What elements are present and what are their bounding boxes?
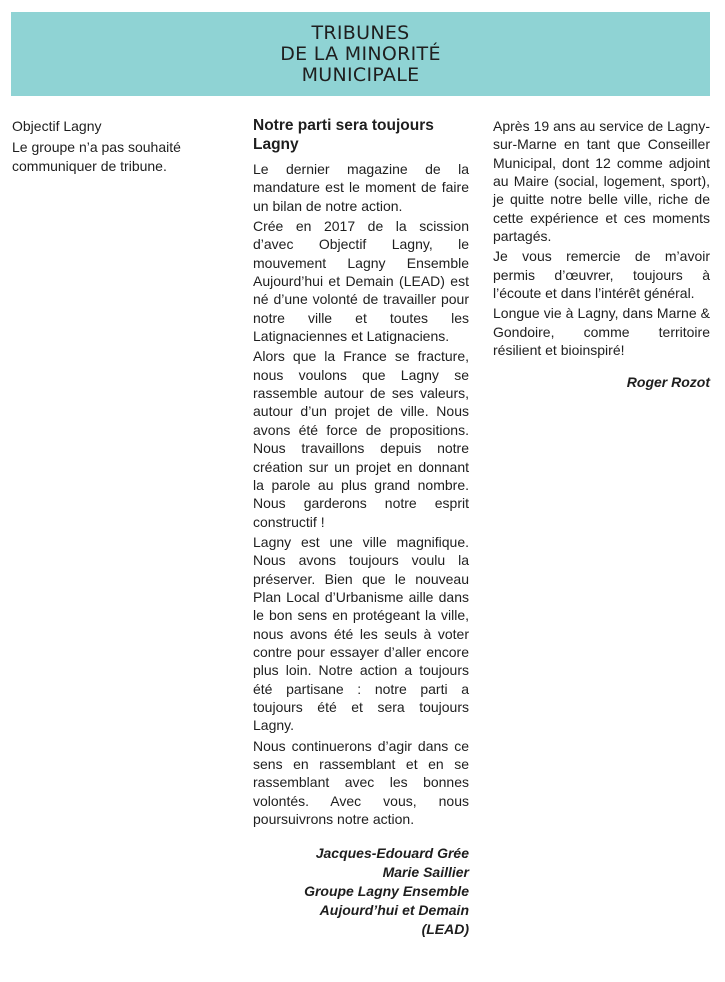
article-paragraph: Alors que la France se fracture, nous voulons que Lagny se rassemble autour de ses valeurs, autour d’un projet de ville. Nous avons été force de propositions. Nous travaillons depuis notre création sur un projet en donnant la parole au plus grand nombre. Nous garderons notre esprit constructif ! [253, 348, 469, 530]
signature-line: Jacques-Edouard Grée [315, 845, 469, 862]
header-title-line-1: TRIBUNES [311, 21, 410, 44]
header-title-line-3: MUNICIPALE [301, 63, 420, 86]
farewell-paragraph: Après 19 ans au service de Lagny-sur-Marne en tant que Conseiller Municipal, dont 12 comme adjoint au Maire (social, logement, sport), je quitte notre belle ville, riche de cette expérience et ces moments partagés. [493, 118, 710, 245]
section-header [11, 12, 710, 96]
group-name: Objectif Lagny [12, 118, 102, 134]
farewell-paragraph: Je vous remercie de m’avoir permis d’œuvrer, toujours à l’écoute et dans l’intérêt général. [493, 248, 710, 302]
signature-line: (LEAD) [421, 921, 469, 938]
signature-line: Groupe Lagny Ensemble [304, 883, 469, 900]
article-paragraph: Lagny est une ville magnifique. Nous avons toujours voulu la préserver. Bien que le nouveau Plan Local d’Urbanisme aille dans le bon sens en protégeant la ville, nous avons été les seuls à voter contre pour essayer d’aller encore plus loin. Notre action a toujours été partisane : notre parti a toujours été et sera toujours Lagny. [253, 533, 469, 734]
article-title: Notre parti sera toujours Lagny [253, 117, 434, 153]
farewell-signature [493, 373, 710, 392]
signature-line: Aujourd’hui et Demain [319, 902, 469, 919]
farewell-paragraph: Longue vie à Lagny, dans Marne & Gondoire, comme territoire résilient et bioinspiré! [493, 305, 710, 359]
article-paragraph: Crée en 2017 de la scission d’avec Objectif Lagny, le mouvement Lagny Ensemble Aujourd’hui et Demain (LEAD) est né d’une volonté de travailler pour notre ville et toutes les Latignaciennes et Latignaciens. [253, 218, 469, 345]
column-objectif-lagny [12, 117, 227, 175]
signature-line: Marie Saillier [382, 864, 469, 881]
column-lead-tribune [253, 117, 469, 939]
group-statement: Le groupe n’a pas souhaité communiquer de tribune. [12, 139, 181, 174]
signature-line: Roger Rozot [626, 374, 710, 391]
article-signature [253, 844, 469, 939]
article-paragraph: Nous continuerons d’agir dans ce sens en rassemblant et en se rassemblant avec les bonnes volontés. Avec vous, nous poursuivrons notre action. [253, 737, 469, 828]
header-title-line-2: DE LA MINORITÉ [280, 42, 441, 65]
article-paragraph: Le dernier magazine de la mandature est le moment de faire un bilan de notre action. [253, 161, 469, 214]
column-roger-rozot [493, 117, 710, 392]
